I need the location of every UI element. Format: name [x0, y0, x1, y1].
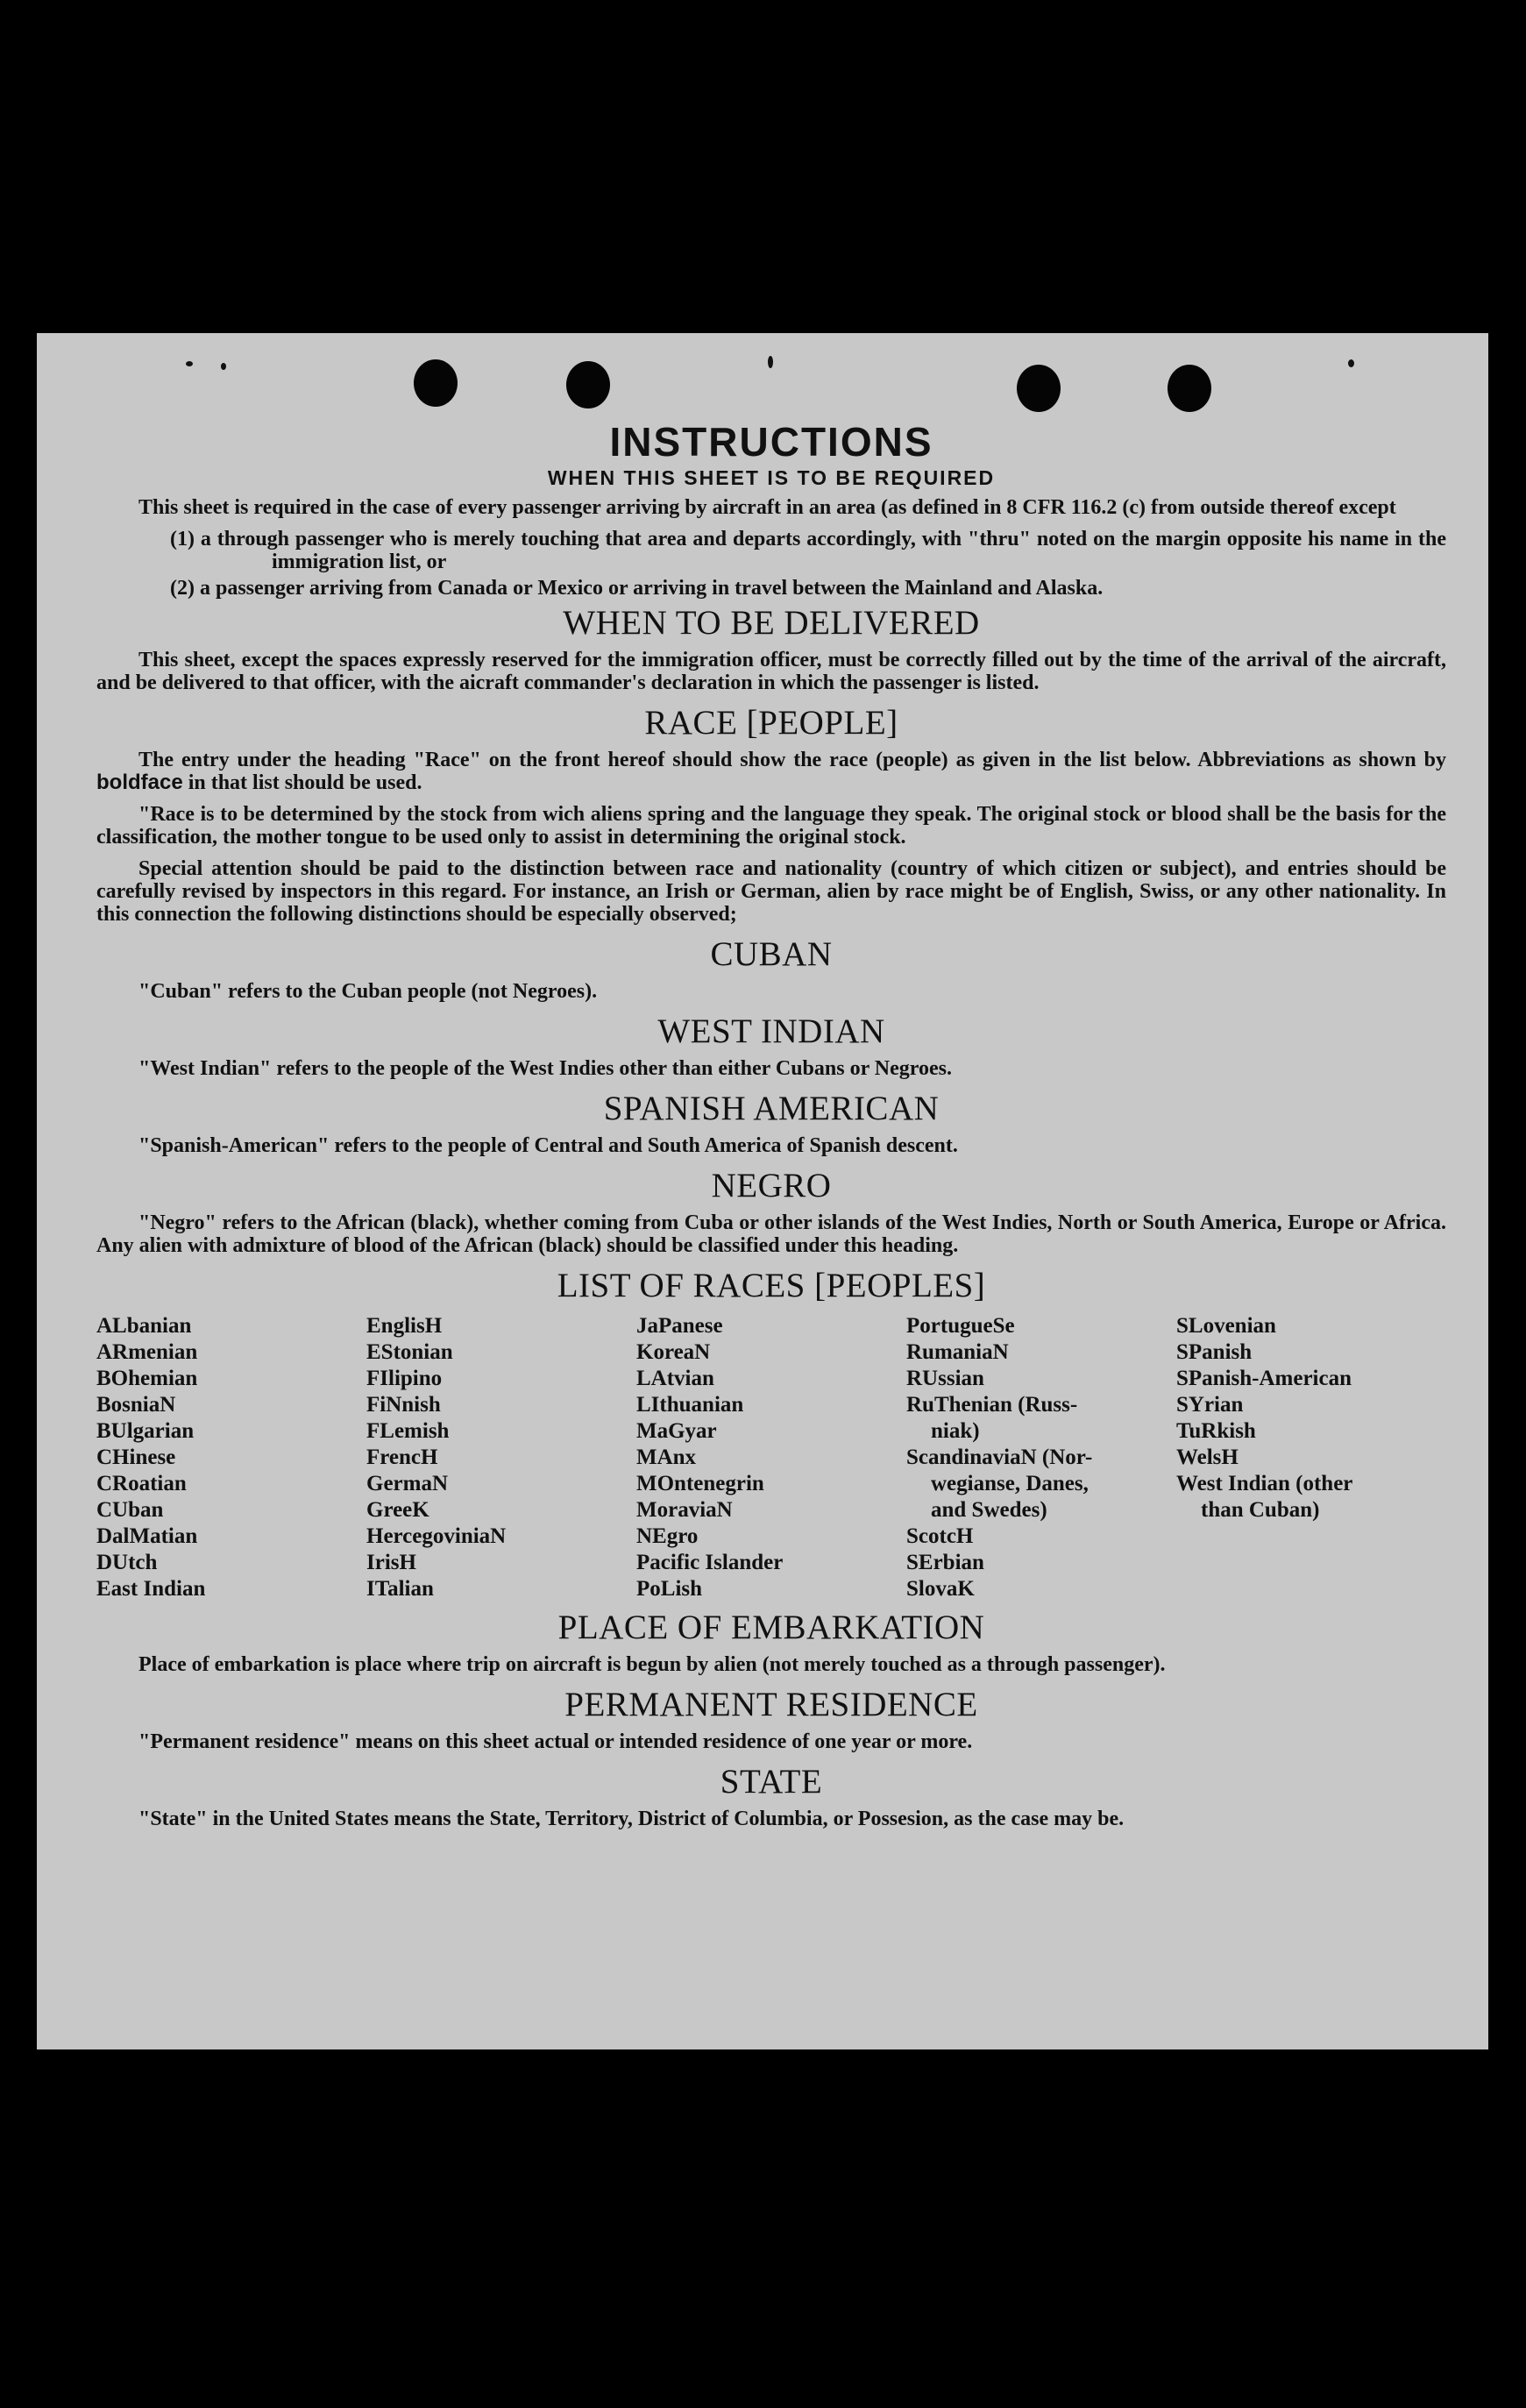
section-subtitle: WHEN THIS SHEET IS TO BE REQUIRED — [547, 466, 996, 489]
heading-list-of-races: LIST OF RACES [PEOPLES] — [557, 1267, 986, 1304]
list-item: IrisH — [366, 1551, 416, 1574]
list-item: FLemish — [366, 1419, 450, 1443]
west-indian-text: "West Indian" refers to the people of the West Indies other than either Cubans or Negroes. — [138, 1057, 952, 1080]
list-item: RumaniaN — [906, 1340, 1009, 1364]
list-item: MAnx — [636, 1446, 697, 1469]
list-item: East Indian — [96, 1577, 206, 1601]
list-item: SYrian — [1176, 1393, 1244, 1417]
heading-place-of-embarkation: PLACE OF EMBARKATION — [557, 1609, 985, 1646]
list-item: and Swedes) — [931, 1498, 1047, 1522]
list-item: CHinese — [96, 1446, 176, 1469]
speck — [186, 361, 193, 366]
list-item: ALbanian — [96, 1314, 192, 1338]
list-item: FrencH — [366, 1446, 438, 1469]
list-item: NEgro — [636, 1524, 699, 1548]
punch-hole — [1017, 365, 1061, 412]
list-item: niak) — [931, 1419, 980, 1443]
cuban-text: "Cuban" refers to the Cuban people (not Negroes). — [138, 980, 598, 1003]
residence-text: "Permanent residence" means on this sheet actual or intended residence of one year or more. — [138, 1730, 973, 1753]
list-item: LAtvian — [636, 1367, 714, 1390]
list-item: EnglisH — [366, 1314, 443, 1338]
list-item: SlovaK — [906, 1577, 975, 1601]
list-item: PoLish — [636, 1577, 703, 1601]
list-item: GreeK — [366, 1498, 429, 1522]
speck — [768, 356, 773, 368]
list-item: FiNnish — [366, 1393, 441, 1417]
instructions-content — [96, 419, 1446, 1839]
list-item: JaPanese — [636, 1314, 723, 1338]
delivered-text: This sheet, except the spaces expressly reserved for the immigration officer, must be correctly filled out by the time of the arrival of the aircraft, and be delivered to that officer, with the aicraft commander's declaration in which the passenger is listed. — [96, 649, 1446, 694]
speck — [1348, 359, 1354, 367]
list-item: SErbian — [906, 1551, 984, 1574]
list-item: ScandinaviaN (Nor- — [906, 1446, 1093, 1469]
page-title: INSTRUCTIONS — [609, 419, 933, 465]
list-item: KoreaN — [636, 1340, 711, 1364]
punch-hole — [1168, 365, 1211, 412]
races-column-5 — [1176, 1313, 1446, 1602]
spanish-american-text: "Spanish-American" refers to the people of Central and South America of Spanish descent. — [138, 1134, 958, 1157]
list-item: ITalian — [366, 1577, 434, 1601]
races-column-1 — [96, 1313, 366, 1602]
race-paragraph-3: Special attention should be paid to the distinction between race and nationality (country of which citizen or subject), and entries should be carefully revised by inspectors in this regard. For instance, an Irish or German, alien by race might be of English, Swiss, or any other nationality. In this connection the following distinctions should be especially observed; — [96, 857, 1446, 926]
list-item: GermaN — [366, 1472, 449, 1495]
heading-state: STATE — [720, 1763, 823, 1801]
list-item: RuThenian (Russ- — [906, 1393, 1078, 1417]
heading-race: RACE [PEOPLE] — [644, 704, 898, 742]
list-item: SPanish-American — [1176, 1367, 1352, 1390]
list-item: MoraviaN — [636, 1498, 733, 1522]
boldface-word: boldface — [96, 771, 183, 794]
exception-item-2: (2) a passenger arriving from Canada or Mexico or arriving in travel between the Mainland and Alaska. — [170, 577, 1104, 600]
list-item: HercegoviniaN — [366, 1524, 507, 1548]
race-paragraph-2: "Race is to be determined by the stock from wich aliens spring and the language they speak. The original stock or blood shall be the basis for the classification, the mother tongue to be used only to assist in determining the original stock. — [96, 803, 1446, 849]
list-item: SLovenian — [1176, 1314, 1276, 1338]
list-item: LIthuanian — [636, 1393, 744, 1417]
embarkation-text: Place of embarkation is place where trip on aircraft is begun by alien (not merely touched as a through passenger). — [138, 1653, 1166, 1676]
list-item: SPanish — [1176, 1340, 1253, 1364]
heading-spanish-american: SPANISH AMERICAN — [603, 1090, 940, 1127]
races-column-3 — [636, 1313, 906, 1602]
speck — [221, 363, 226, 370]
list-item: RUssian — [906, 1367, 984, 1390]
punch-hole — [566, 361, 610, 408]
list-item: Pacific Islander — [636, 1551, 784, 1574]
races-list — [96, 1313, 1446, 1602]
list-item: MaGyar — [636, 1419, 717, 1443]
list-item: MOntenegrin — [636, 1472, 764, 1495]
list-item: wegianse, Danes, — [931, 1472, 1089, 1495]
list-item: BOhemian — [96, 1367, 198, 1390]
list-item: West Indian (other — [1176, 1472, 1353, 1495]
list-item: CRoatian — [96, 1472, 187, 1495]
required-intro: This sheet is required in the case of every passenger arriving by aircraft in an area (as defined in 8 CFR 116.2 (c) from outside thereof except — [138, 496, 1396, 519]
heading-when-delivered: WHEN TO BE DELIVERED — [563, 604, 980, 642]
heading-west-indian: WEST INDIAN — [657, 1012, 885, 1050]
heading-permanent-residence: PERMANENT RESIDENCE — [564, 1686, 978, 1723]
list-item: PortugueSe — [906, 1314, 1015, 1338]
list-item: EStonian — [366, 1340, 453, 1364]
list-item: TuRkish — [1176, 1419, 1256, 1443]
list-item: ScotcH — [906, 1524, 974, 1548]
punch-hole — [414, 359, 458, 407]
list-item: DUtch — [96, 1551, 158, 1574]
list-item: WelsH — [1176, 1446, 1239, 1469]
negro-text: "Negro" refers to the African (black), whether coming from Cuba or other islands of the West Indies, North or South America, Europe or Africa. Any alien with admixture of blood of the African (black) should be classified under this heading. — [96, 1211, 1446, 1257]
list-item: DalMatian — [96, 1524, 198, 1548]
list-item: CUban — [96, 1498, 164, 1522]
races-column-2 — [366, 1313, 636, 1602]
heading-negro: NEGRO — [711, 1167, 832, 1204]
list-item: ARmenian — [96, 1340, 198, 1364]
heading-cuban: CUBAN — [710, 935, 833, 973]
list-item: than Cuban) — [1201, 1498, 1320, 1522]
races-column-4 — [906, 1313, 1176, 1602]
list-item: FIlipino — [366, 1367, 443, 1390]
document-sheet — [37, 333, 1488, 2049]
exception-item-1: (1) a through passenger who is merely touching that area and departs accordingly, with "thru" noted on the margin opposite his name in the immigration list, or — [170, 528, 1446, 573]
list-item: BUlgarian — [96, 1419, 195, 1443]
list-item: BosniaN — [96, 1393, 176, 1417]
state-text: "State" in the United States means the State, Territory, District of Columbia, or Possesion, as the case may be. — [138, 1808, 1125, 1830]
race-paragraph-1: The entry under the heading "Race" on the front hereof should show the race (people) as given in the list below. Abbreviations as shown by boldface in that list should be used. — [96, 749, 1446, 794]
